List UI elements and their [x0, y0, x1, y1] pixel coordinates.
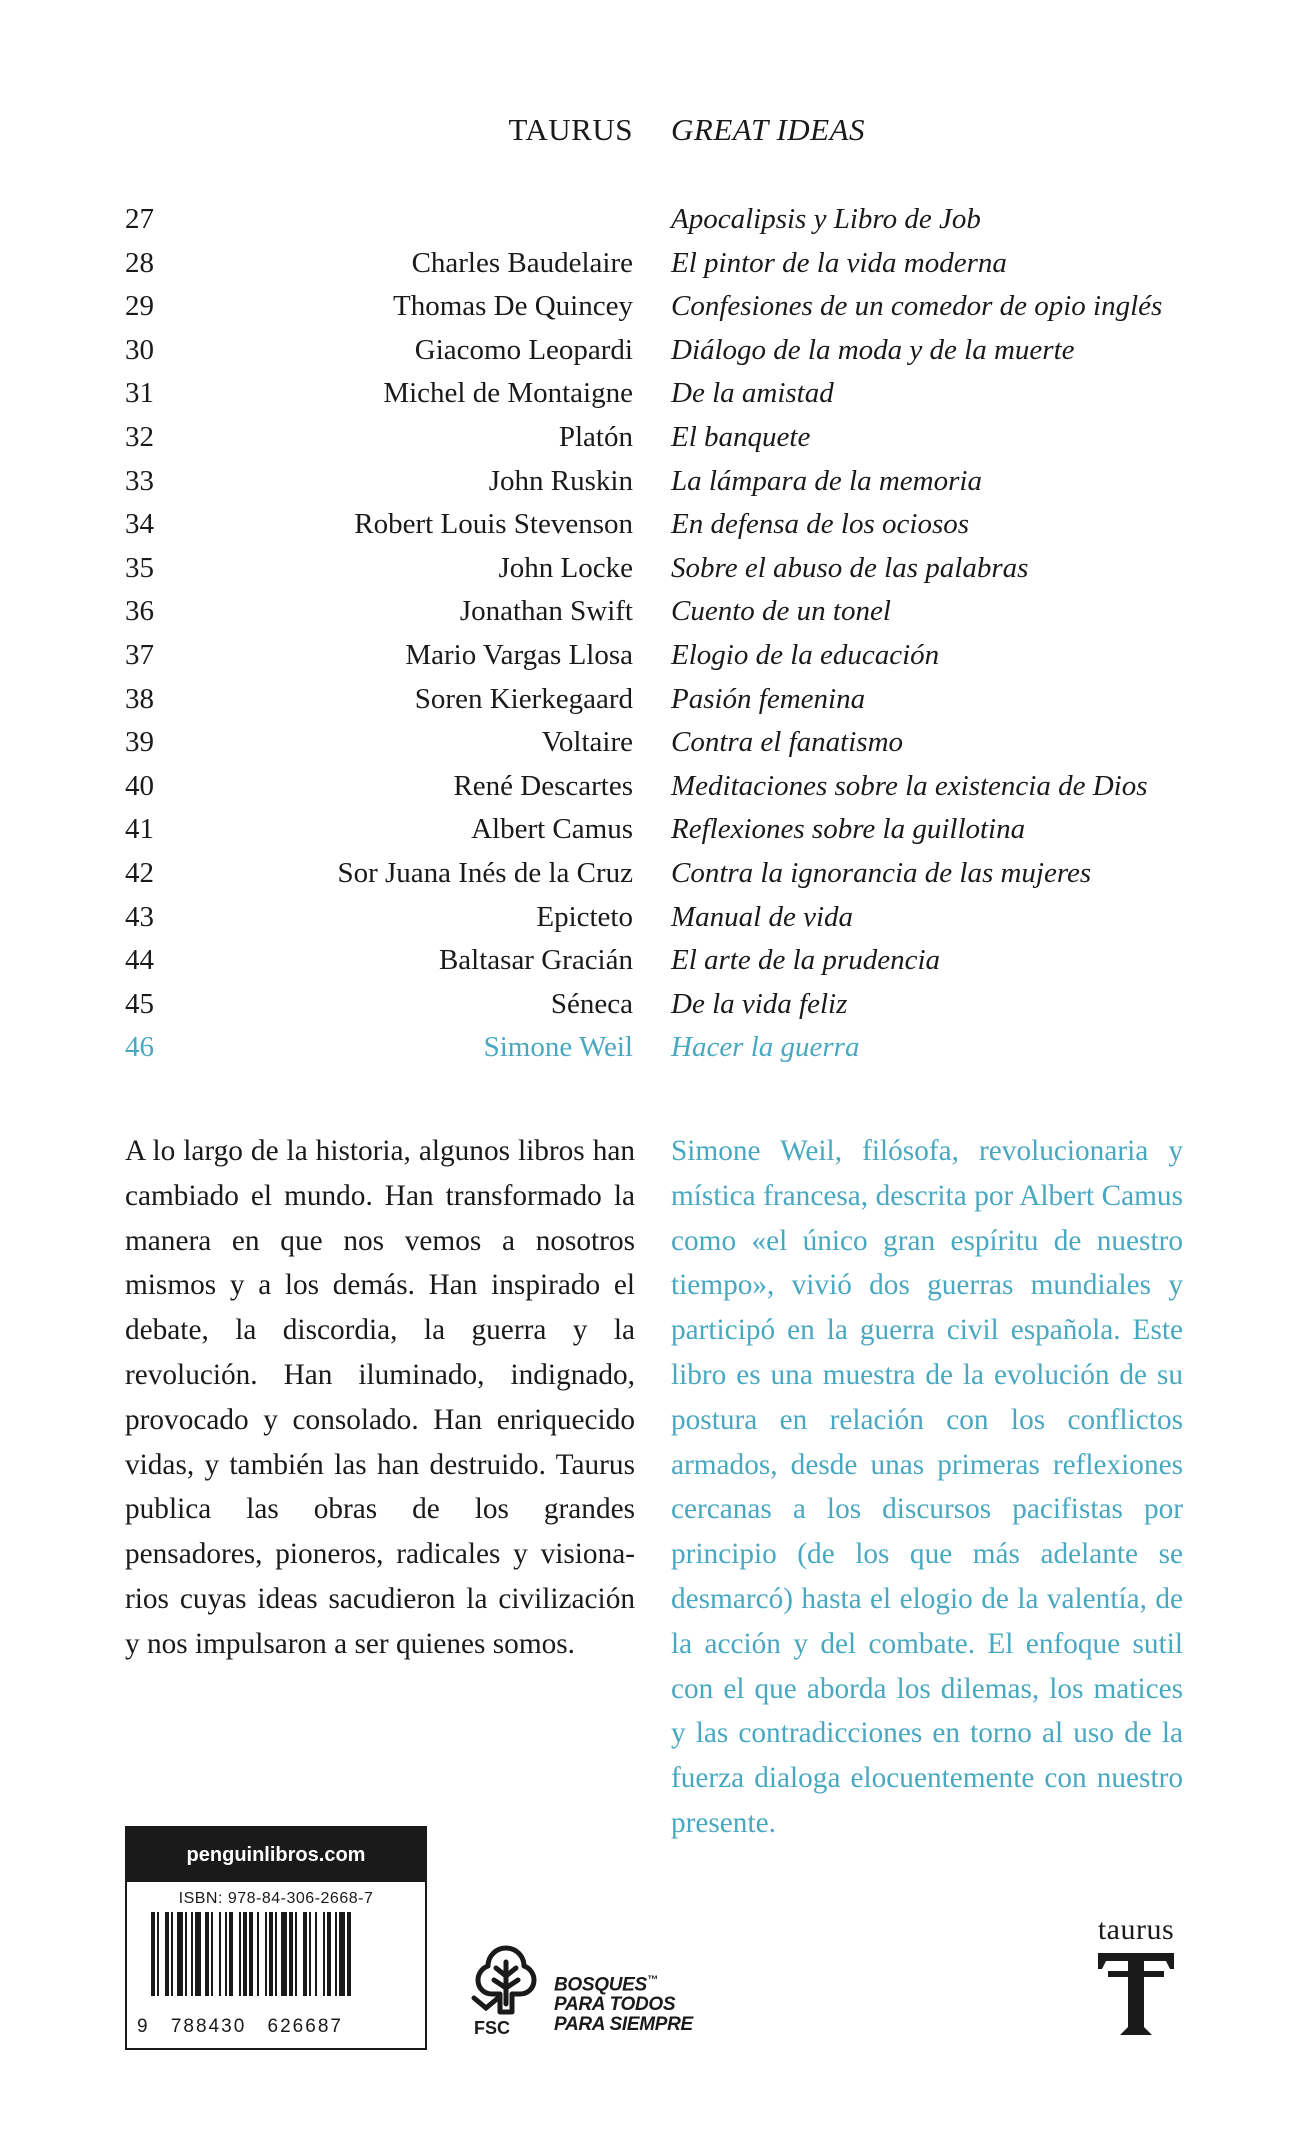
catalog-item	[0, 678, 1298, 722]
catalog-number: 28	[125, 246, 154, 279]
catalog-item	[0, 242, 1298, 286]
trademark-mark: ™	[646, 1974, 658, 1986]
series-description: A lo largo de la historia, algunos libros han cambiado el mundo. Han transformado la manera en que nos vemos a nosotros mismos y a los demás. Han inspirado el debate, la discordia, la guerra y la revolución. Han iluminado, indignado, provocado y consolado. Han enriquecido vidas, y también las han destruido. Taurus publica las obras de los grandes pensadores, pioneros, radicales y visionarios cuyas ideas sacudieron la civilización y nos impulsaron a ser quienes somos.	[125, 1135, 635, 1660]
catalog-author: Thomas De Quincey	[393, 290, 633, 323]
catalog-item	[0, 808, 1298, 852]
catalog-title: Confesiones de un comedor de opio inglés	[671, 290, 1163, 323]
catalog-author: Platón	[558, 420, 633, 453]
catalog-item	[0, 285, 1298, 329]
fsc-claim-line3: PARA SIEMPRE	[554, 2014, 693, 2036]
fsc-label: FSC	[474, 2018, 510, 2038]
barcode-digit-group2: 626687	[267, 2016, 343, 2037]
catalog-author: Soren Kierkegaard	[414, 682, 633, 715]
catalog-author: Mario Vargas Llosa	[405, 638, 633, 671]
catalog-item	[0, 983, 1298, 1027]
catalog-number: 37	[125, 638, 154, 671]
catalog-item	[0, 852, 1298, 896]
catalog-title: Elogio de la educación	[671, 638, 940, 671]
barcode-digits	[137, 2016, 415, 2038]
catalog-item	[0, 547, 1298, 591]
fsc-tree-icon	[470, 1942, 542, 2018]
catalog-item	[0, 721, 1298, 765]
catalog-author: Michel de Montaigne	[383, 377, 633, 410]
catalog-author: Robert Louis Stevenson	[354, 508, 633, 541]
catalog-item	[0, 198, 1298, 242]
catalog-author: John Locke	[498, 551, 633, 584]
catalog-number: 43	[125, 900, 154, 933]
book-description: Simone Weil, filósofa, revolucionaria y mística francesa, descrita por Albert Camus como «el único gran espíritu de nuestro tiempo», vivió dos guerras mundiales y participó en la guerra civil española. Este libro es una muestra de la evolución de su postura en relación con los conflictos armados, desde unas primeras reflexiones cercanas a los discursos pacifistas por principio (de los que más adelante se desmarcó) hasta el elogio de la valentía, de la acción y del combate. El enfoque sutil con el que aborda los dilemas, los matices y las contradicciones en torno al uso de la fuerza dialoga elocuentemente con nuestro presente.	[671, 1135, 1183, 1839]
taurus-t-logo	[1094, 1949, 1178, 2039]
publisher-logo	[1088, 1913, 1184, 2043]
catalog-number: 40	[125, 769, 154, 802]
series-header	[0, 112, 1298, 152]
catalog-number: 36	[125, 595, 154, 628]
publisher-website: penguinlibros.com	[127, 1828, 425, 1882]
catalog-title: Sobre el abuso de las palabras	[671, 551, 1029, 584]
catalog-number: 44	[125, 944, 154, 977]
catalog-title: Meditaciones sobre la existencia de Dios	[671, 769, 1148, 802]
catalog-title: Pasión femenina	[671, 682, 866, 715]
catalog-item	[0, 372, 1298, 416]
catalog-title: El arte de la prudencia	[671, 944, 941, 977]
catalog-author: Albert Camus	[471, 813, 633, 846]
catalog-number: 38	[125, 682, 154, 715]
publisher-name: taurus	[1097, 1913, 1175, 1946]
catalog-title: En defensa de los ociosos	[671, 508, 970, 541]
catalog-item	[0, 416, 1298, 460]
catalog-author: Charles Baudelaire	[411, 246, 633, 279]
catalog-list	[0, 198, 1298, 1070]
catalog-item-current	[0, 1026, 1298, 1070]
catalog-number: 41	[125, 813, 154, 846]
catalog-number: 33	[125, 464, 154, 497]
barcode-icon	[145, 1912, 407, 1996]
catalog-author: Baltasar Gracián	[438, 944, 633, 977]
catalog-item	[0, 329, 1298, 373]
catalog-item	[0, 765, 1298, 809]
catalog-number: 34	[125, 508, 154, 541]
barcode-digit-lead: 9	[137, 2016, 150, 2037]
catalog-author: Voltaire	[541, 726, 633, 759]
catalog-title: De la vida feliz	[671, 987, 848, 1020]
catalog-item	[0, 634, 1298, 678]
catalog-title: Apocalipsis y Libro de Job	[671, 203, 981, 235]
catalog-number: 32	[125, 420, 154, 453]
catalog-number: 39	[125, 726, 154, 759]
catalog-author: Sor Juana Inés de la Cruz	[337, 856, 633, 889]
fsc-claim-line1: BOSQUES	[554, 1974, 647, 1996]
catalog-item	[0, 460, 1298, 504]
catalog-number: 27	[125, 203, 154, 235]
catalog-number: 46	[125, 1031, 154, 1064]
catalog-item	[0, 503, 1298, 547]
catalog-author: Epicteto	[536, 900, 633, 933]
catalog-title: El pintor de la vida moderna	[671, 246, 1007, 279]
fsc-claim	[554, 1970, 693, 2035]
catalog-title: El banquete	[671, 420, 811, 453]
isbn-label: ISBN: 978-84-306-2668-7	[178, 1890, 374, 1907]
catalog-number: 42	[125, 856, 154, 889]
catalog-title: Reflexiones sobre la guillotina	[671, 813, 1026, 846]
catalog-number: 30	[125, 333, 154, 366]
catalog-title: De la amistad	[671, 377, 834, 410]
series-name: TAURUS	[508, 112, 633, 147]
catalog-title: Diálogo de la moda y de la muerte	[671, 333, 1075, 366]
catalog-number: 35	[125, 551, 154, 584]
catalog-item	[0, 896, 1298, 940]
catalog-number: 31	[125, 377, 154, 410]
catalog-title: Contra el fanatismo	[671, 726, 904, 759]
catalog-author: René Descartes	[453, 769, 633, 802]
catalog-number: 29	[125, 290, 154, 323]
fsc-claim-line2: PARA TODOS	[554, 1994, 676, 2016]
catalog-author: Giacomo Leopardi	[414, 333, 633, 366]
series-line: GREAT IDEAS	[671, 112, 866, 147]
catalog-item	[0, 590, 1298, 634]
catalog-title: Manual de vida	[671, 900, 854, 933]
fsc-certification	[470, 1942, 730, 2052]
catalog-author: John Ruskin	[488, 464, 633, 497]
isbn-barcode-box	[125, 1826, 427, 2050]
catalog-title: Hacer la guerra	[671, 1031, 860, 1064]
catalog-author: Jonathan Swift	[459, 595, 633, 628]
catalog-number: 45	[125, 987, 154, 1020]
catalog-item	[0, 939, 1298, 983]
catalog-title: Cuento de un tonel	[671, 595, 891, 628]
catalog-author: Séneca	[550, 987, 633, 1020]
barcode-digit-group1: 788430	[170, 2016, 247, 2037]
catalog-title: La lámpara de la memoria	[671, 464, 982, 497]
catalog-title: Contra la ignorancia de las mujeres	[671, 856, 1092, 889]
catalog-author: Simone Weil	[483, 1031, 633, 1064]
